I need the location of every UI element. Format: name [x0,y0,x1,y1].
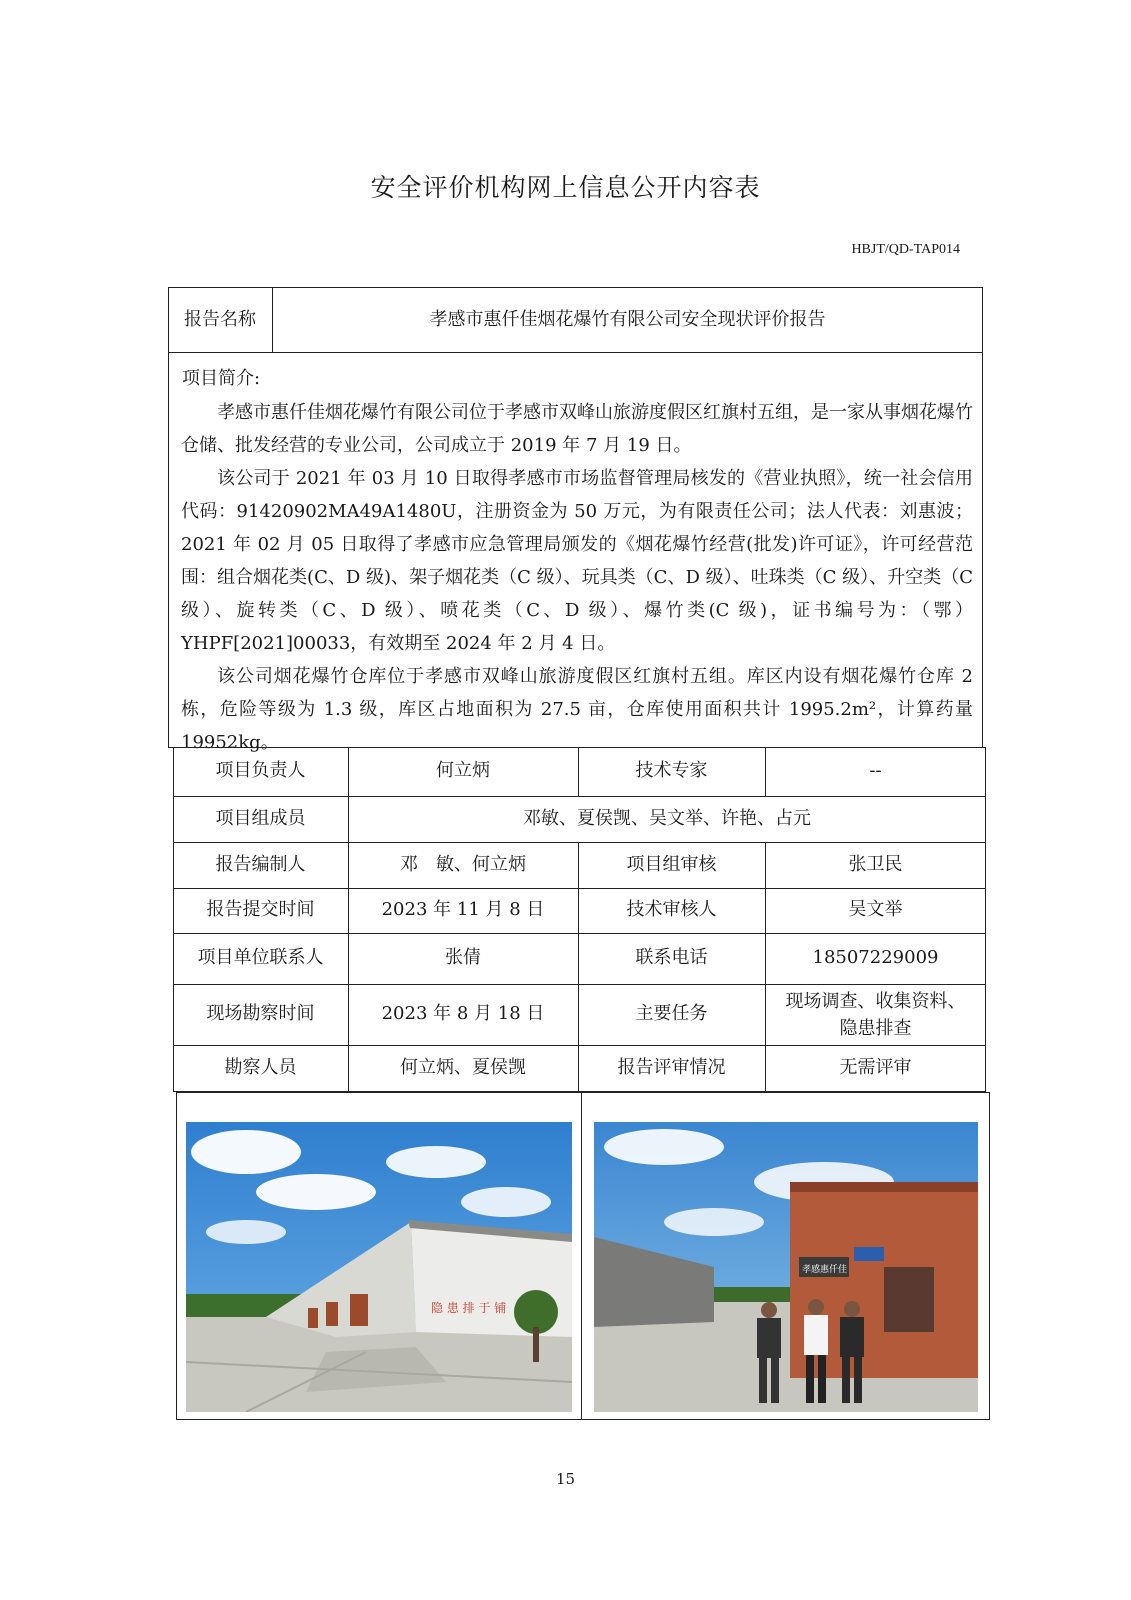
page-number: 15 [555,1470,576,1488]
main-task-line: 现场调查、收集资料、 [785,990,966,1012]
warehouse-photo [186,1122,572,1412]
main-task-label: 主要任务 [635,1003,708,1025]
intro-paragraph: 孝感市惠仟佳烟花爆竹有限公司位于孝感市双峰山旅游度假区红旗村五组，是一家从事烟花爆竹仓储、批发经营的专业公司，公司成立于 2019 年 7 月 19 日。 [181,402,973,456]
survey-date-value: 2023 年 8 月 18 日 [381,1003,545,1025]
intro-text [181,396,973,759]
tech-expert-value: -- [869,760,882,782]
page-title: 安全评价机构网上信息公开内容表 [370,173,761,202]
report-author-label: 报告编制人 [215,853,306,875]
report-author-value: 邓 敏、何立炳 [400,853,526,875]
survey-date-label: 现场勘察时间 [206,1003,315,1025]
team-review-label: 项目组审核 [626,853,717,875]
submit-date-label: 报告提交时间 [206,899,315,921]
review-status-value: 无需评审 [839,1057,912,1079]
surveyors-value: 何立炳、夏侯觊 [400,1057,526,1079]
site-visit-photo [594,1122,978,1412]
report-name-label: 报告名称 [184,308,256,330]
main-task-value [765,984,986,1045]
team-members-label: 项目组成员 [215,807,306,829]
warehouse-photo-image [186,1122,572,1412]
contact-phone-value: 18507229009 [812,947,939,969]
contact-phone-label: 联系电话 [635,947,708,969]
tech-reviewer-value: 吴文举 [848,899,903,921]
intro-paragraph: 该公司于 2021 年 03 月 10 日取得孝感市市场监督管理局核发的《营业执照》，统一社会信用代码：91420902MA49A1480U，注册资金为 50 万元，为有限责任公司；法人代表：刘惠波；2021 年 02 月 05 日取得了孝感市应急管理局颁发的《烟花爆竹经营(批发)许可证》，许可经营范围：组合烟花类(C、D 级)、架子烟花类（C 级）、玩具类（C、D 级）、吐珠类（C 级）、升空类（C 级）、旋转类（C、D 级）、喷花类（C、D 级）、爆竹类(C 级)，证书编号为：（鄂）YHPF[2021]00033，有效期至 2024 年 2 月 4 日。 [181,468,973,654]
report-name-value: 孝感市惠仟佳烟花爆竹有限公司安全现状评价报告 [429,308,826,330]
team-review-value: 张卫民 [848,853,903,875]
contact-person-label: 项目单位联系人 [197,947,324,969]
project-leader-value: 何立炳 [436,760,490,782]
warehouse-sign: 隐 患 排 于 铺 [431,1301,507,1315]
main-task-line: 隐患排查 [839,1017,912,1039]
tech-expert-label: 技术专家 [635,760,708,782]
review-status-label: 报告评审情况 [617,1057,726,1079]
contact-person-value: 张倩 [445,947,481,969]
submit-date-value: 2023 年 11 月 8 日 [381,899,545,921]
site-visit-photo-image [594,1122,978,1412]
document-code: HBJT/QD-TAP014 [851,242,960,257]
intro-label: 项目简介: [182,368,261,389]
project-leader-label: 项目负责人 [215,760,306,782]
team-members-value: 邓敏、夏侯觊、吴文举、许艳、占元 [523,807,811,829]
gate-sign: 孝感惠仟佳 [802,1265,848,1275]
surveyors-label: 勘察人员 [224,1057,297,1079]
intro-paragraph: 该公司烟花爆竹仓库位于孝感市双峰山旅游度假区红旗村五组。库区内设有烟花爆竹仓库 2 栋，危险等级为 1.3 级，库区占地面积为 27.5 亩，仓库使用面积共计 1995.2m²，计算药量 19952kg。 [181,666,973,753]
tech-reviewer-label: 技术审核人 [626,899,717,921]
